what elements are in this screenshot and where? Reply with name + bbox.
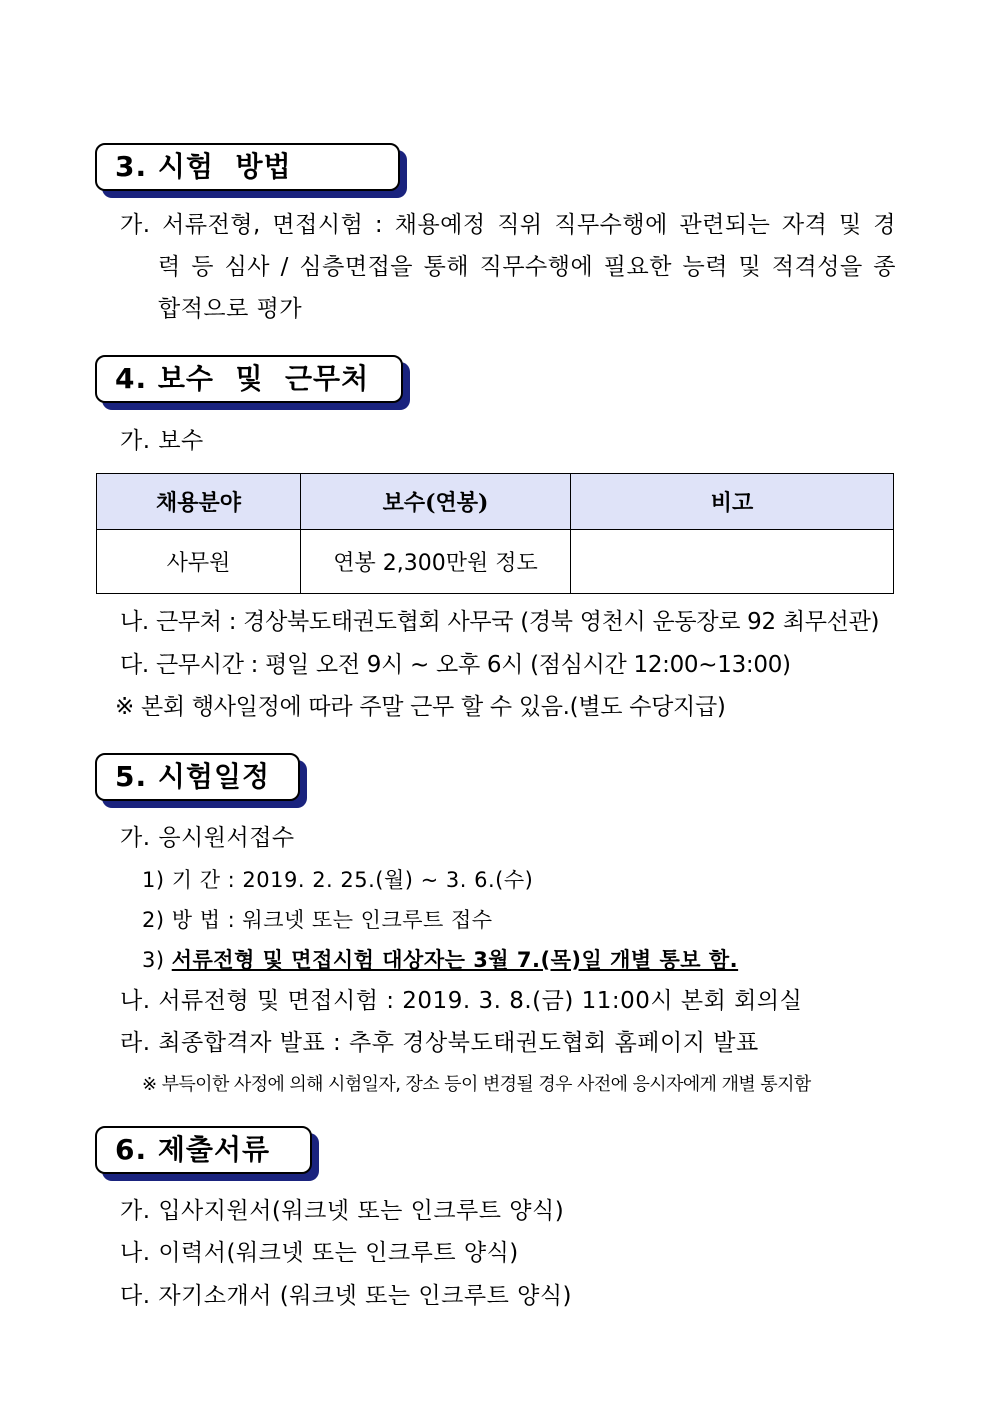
section-6-header <box>95 1126 312 1174</box>
s4-hours: 다. 근무시간 : 평일 오전 9시 ~ 오후 6시 (점심시간 12:00~13:00) <box>120 652 791 678</box>
s5-result: 라. 최종합격자 발표 : 추후 경상북도태권도협회 홈페이지 발표 <box>120 1030 759 1056</box>
pay-table-header-row <box>97 474 894 530</box>
section-5-header <box>95 753 300 801</box>
section-3-header <box>95 143 400 191</box>
s5-notice-number: 3) <box>142 948 172 972</box>
section-6-title: 6. 제출서류 <box>95 1126 312 1174</box>
s4-workplace: 나. 근무처 : 경상북도태권도협회 사무국 (경북 영천시 운동장로 92 최무선관) <box>120 609 880 635</box>
pay-table-header-field: 채용분야 <box>97 474 301 530</box>
pay-table <box>96 473 894 594</box>
s3-item-a-line2: 력 등 심사 / 심층면접을 통해 직무수행에 필요한 능력 및 적격성을 종 <box>158 254 896 280</box>
s6-item-3: 다. 자기소개서 (워크넷 또는 인크루트 양식) <box>120 1283 573 1309</box>
pay-table-cell-note <box>571 530 894 594</box>
s5-note: ※ 부득이한 사정에 의해 시험일자, 장소 등이 변경될 경우 사전에 응시자에게 개별 통지함 <box>142 1074 811 1095</box>
section-3-title: 3. 시험 방법 <box>95 143 400 191</box>
s3-item-a-line1: 가. 서류전형, 면접시험 : 채용예정 직위 직무수행에 관련되는 자격 및 경 <box>120 212 896 238</box>
s3-item-a-line3: 합적으로 평가 <box>158 296 303 322</box>
pay-table-header-salary: 보수(연봉) <box>301 474 571 530</box>
s6-item-2: 나. 이력서(워크넷 또는 인크루트 양식) <box>120 1240 519 1266</box>
pay-table-cell-field: 사무원 <box>97 530 301 594</box>
s5-apply-label: 가. 응시원서접수 <box>120 825 295 851</box>
s4-note: ※ 본회 행사일정에 따라 주말 근무 할 수 있음.(별도 수당지급) <box>115 694 726 720</box>
section-5-title: 5. 시험일정 <box>95 753 300 801</box>
pay-table-cell-salary: 연봉 2,300만원 정도 <box>301 530 571 594</box>
s4-pay-label: 가. 보수 <box>120 428 204 454</box>
section-4-header <box>95 355 403 403</box>
pay-table-header-note: 비고 <box>571 474 894 530</box>
s5-notice <box>142 945 738 975</box>
section-4-title: 4. 보수 및 근무처 <box>95 355 403 403</box>
table-row <box>97 530 894 594</box>
s5-notice-text: 서류전형 및 면접시험 대상자는 3월 7.(목)일 개별 통보 함. <box>171 948 739 972</box>
s6-item-1: 가. 입사지원서(워크넷 또는 인크루트 양식) <box>120 1198 565 1224</box>
s5-method: 2) 방 법 : 워크넷 또는 인크루트 접수 <box>142 908 493 932</box>
s5-exam: 나. 서류전형 및 면접시험 : 2019. 3. 8.(금) 11:00시 본회 회의실 <box>120 988 803 1014</box>
s5-period: 1) 기 간 : 2019. 2. 25.(월) ~ 3. 6.(수) <box>142 868 534 892</box>
